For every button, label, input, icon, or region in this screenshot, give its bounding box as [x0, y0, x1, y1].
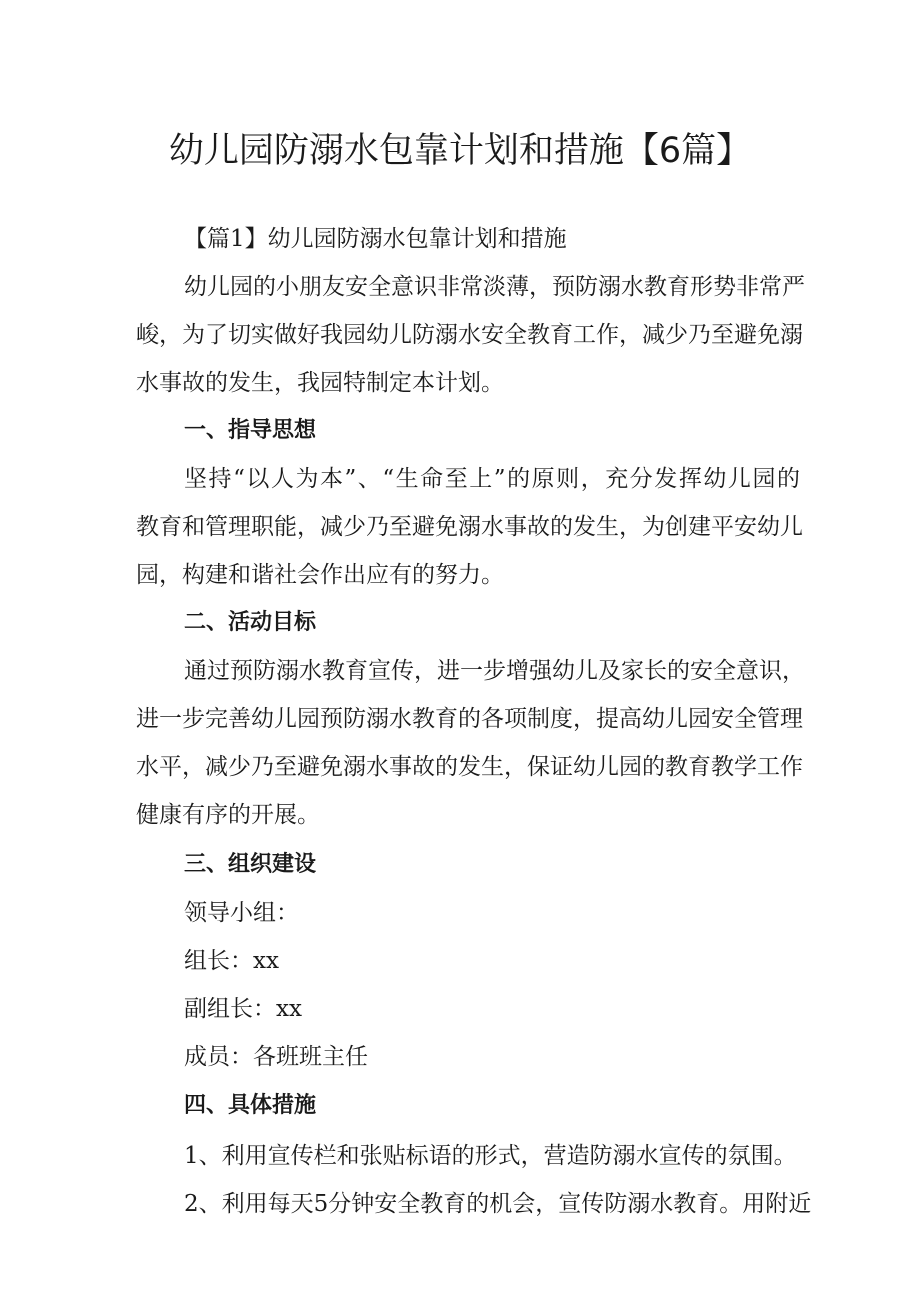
section-heading: 一、指导思想: [184, 418, 317, 443]
section-heading: 三、组织建设: [184, 852, 317, 877]
measure-item: 1、利用宣传栏和张贴标语的形式，营造防溺水宣传的氛围。: [184, 1143, 797, 1169]
org-members: 成员：各班班主任: [184, 1044, 368, 1070]
paragraph-line: 幼儿园的小朋友安全意识非常淡薄，预防溺水教育形势非常严: [184, 274, 805, 300]
org-leader: 组长：xx: [184, 948, 279, 974]
section-heading: 四、具体措施: [184, 1093, 317, 1118]
paragraph-line: 水平，减少乃至避免溺水事故的发生，保证幼儿园的教育教学工作: [136, 754, 803, 780]
org-deputy: 副组长：xx: [184, 996, 302, 1022]
paragraph-line: 坚持“以人为本”、“生命至上”的原则，充分发挥幼儿园的: [184, 466, 800, 492]
paragraph-line: 通过预防溺水教育宣传，进一步增强幼儿及家长的安全意识，: [184, 658, 805, 684]
org-leader-group: 领导小组：: [184, 900, 299, 926]
measure-item: 2、利用每天5分钟安全教育的机会，宣传防溺水教育。用附近: [184, 1191, 812, 1217]
paragraph-line: 园，构建和谐社会作出应有的努力。: [136, 562, 504, 588]
paragraph-line: 教育和管理职能，减少乃至避免溺水事故的发生，为创建平安幼儿: [136, 514, 803, 540]
paragraph-line: 进一步完善幼儿园预防溺水教育的各项制度，提高幼儿园安全管理: [136, 706, 803, 732]
paragraph-line: 峻，为了切实做好我园幼儿防溺水安全教育工作，减少乃至避免溺: [136, 322, 803, 348]
paragraph-line: 水事故的发生，我园特制定本计划。: [136, 370, 504, 396]
section-label: 【篇1】幼儿园防溺水包靠计划和措施: [184, 226, 567, 252]
section-heading: 二、活动目标: [184, 610, 317, 635]
document-title: 幼儿园防溺水包靠计划和措施【6篇】: [168, 131, 752, 171]
paragraph-line: 健康有序的开展。: [136, 802, 320, 828]
